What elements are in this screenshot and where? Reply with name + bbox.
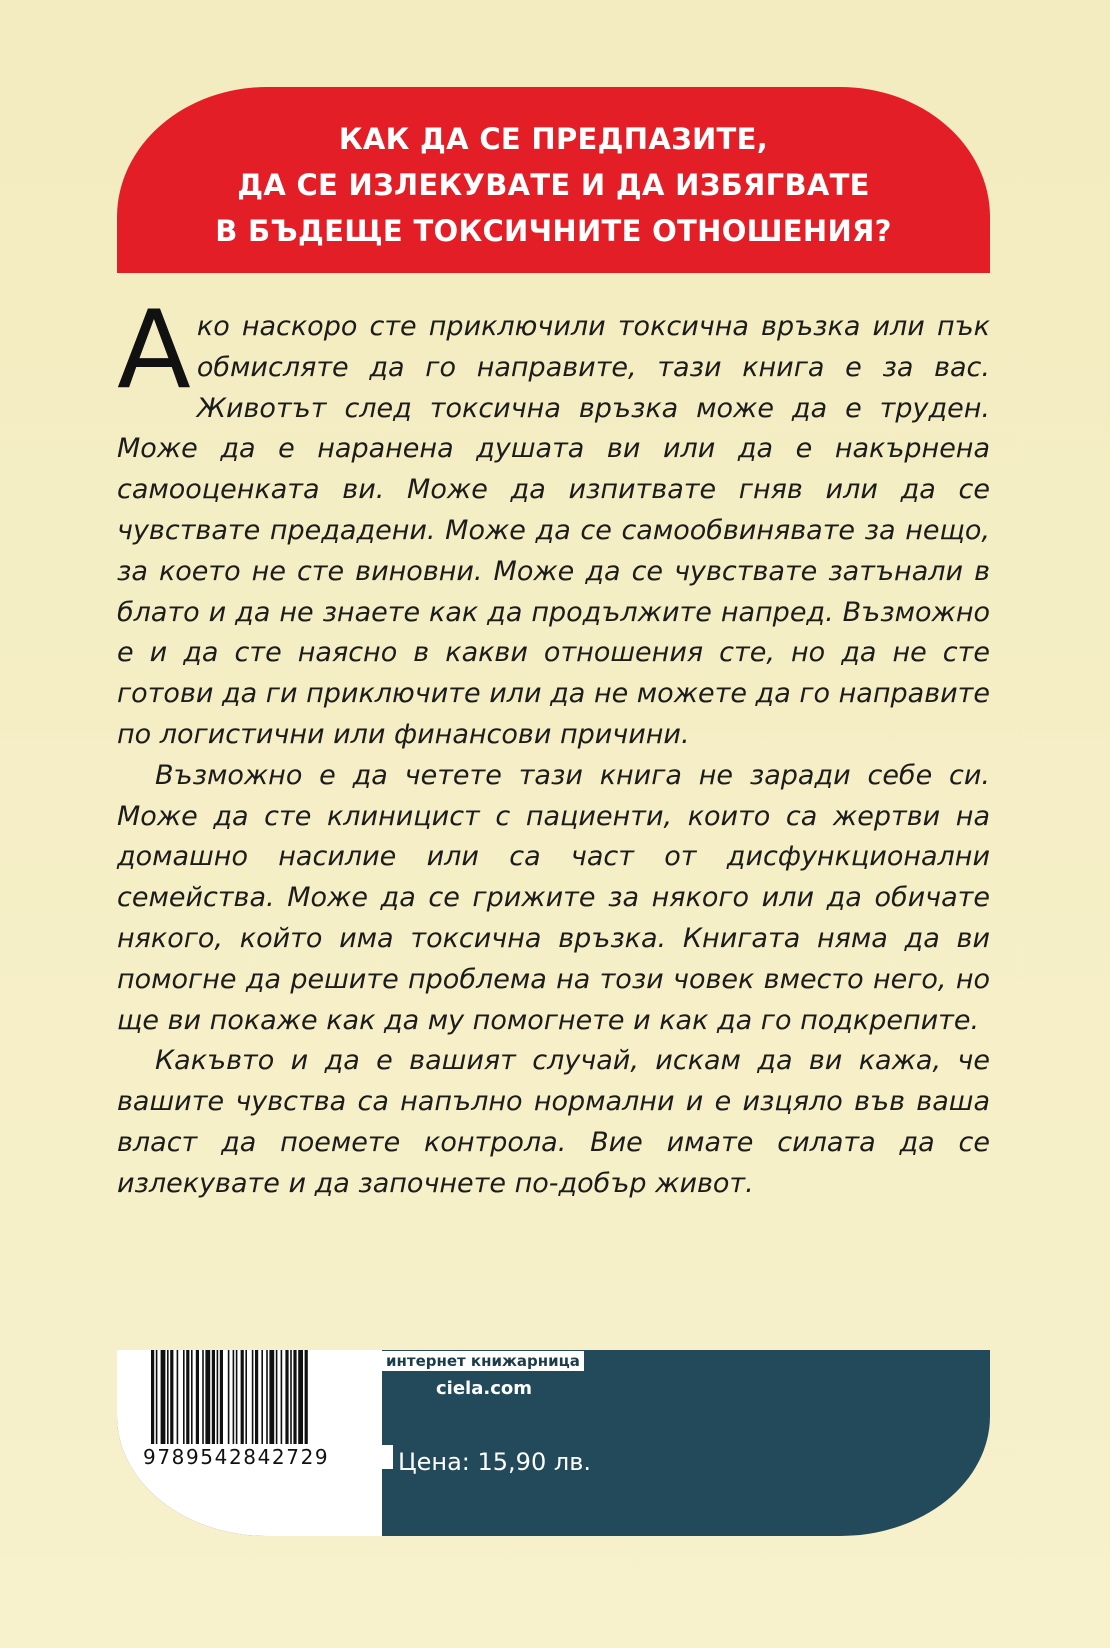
- price-panel: [117, 1350, 990, 1536]
- headline-banner: [117, 87, 990, 273]
- paragraph-3: Какъвто и да е вашият случай, искам да ви кажа, че вашите чувства са напълно нормални и е изцяло във ваша власт да поемете контрола. Вие имате силата да се излекувате и да започнете по-добър живот.: [117, 1045, 990, 1199]
- barcode-bar: [212, 1350, 215, 1444]
- drop-cap: А: [117, 288, 191, 413]
- barcode-bar: [167, 1350, 169, 1444]
- barcode-bar: [305, 1350, 308, 1444]
- paragraph-1: [117, 288, 990, 756]
- barcode-bar: [281, 1350, 283, 1444]
- paragraph-1-text: ко наскоро сте приключили токсична връзка или пък обмисляте да го направите, тази книга е за вас. Животът след токсична връзка може да е труден. Може да е наранена душата ви или да е накърнена самооценката ви. Може да изпитвате гняв или да се чувствате предадени. Може да се самообвинявате за нещо, за което не сте виновни. Може да се чувствате затънали в блато и да не знаете как да продължите напред. Възможно е и да сте наясно в какви отношения сте, но да не сте готови да ги приключите или да не можете да го направите по логистични или финансови причини.: [117, 311, 990, 750]
- barcode-bar: [202, 1350, 204, 1444]
- barcode-bar: [170, 1350, 173, 1444]
- barcode-bar: [183, 1350, 185, 1444]
- barcode-bar: [186, 1350, 189, 1444]
- barcode-bar: [266, 1350, 268, 1444]
- headline-line-2: ДА СЕ ИЗЛЕКУВАТЕ И ДА ИЗБЯГВАТЕ: [237, 168, 870, 202]
- barcode-bar: [205, 1350, 210, 1444]
- blurb-text: [117, 288, 990, 1205]
- headline-line-1: КАК ДА СЕ ПРЕДПАЗИТЕ,: [338, 122, 769, 156]
- paragraph-2: Възможно е да четете тази книга не заради себе си. Може да сте клиницист с пациенти, които са жертви на домашно насилие или са част от дисфункционални семейства. Може да се грижите за някого или да обичате някого, който има токсична връзка. Книгата няма да ви помогне да решите проблема на този човек вместо него, но ще ви покаже как да му помогнете и как да го подкрепите.: [117, 759, 990, 1036]
- barcode-bar: [261, 1350, 263, 1444]
- headline-line-3: В БЪДЕЩЕ ТОКСИЧНИТЕ ОТНОШЕНИЯ?: [215, 214, 892, 248]
- barcode-bar: [298, 1350, 303, 1444]
- price-label: Цена: 15,90 лв.: [398, 1448, 591, 1476]
- barcode-bar: [245, 1350, 247, 1444]
- barcode-bar: [177, 1350, 179, 1444]
- barcode-bar: [151, 1350, 154, 1444]
- barcode-bar: [196, 1350, 199, 1444]
- barcode-bar: [252, 1350, 254, 1444]
- barcode-bar: [290, 1350, 292, 1444]
- barcode-bar: [276, 1350, 278, 1444]
- barcode-bar: [233, 1350, 235, 1444]
- barcode: [117, 1350, 382, 1536]
- barcode-bar: [236, 1350, 238, 1444]
- barcode-bar: [161, 1350, 166, 1444]
- barcode-bar: [220, 1350, 223, 1444]
- isbn-number: 9789542842729: [143, 1445, 393, 1469]
- barcode-bar: [156, 1350, 158, 1444]
- barcode-icon: [151, 1350, 381, 1450]
- barcode-bar: [293, 1350, 296, 1444]
- barcode-bar: [228, 1350, 230, 1444]
- barcode-bar: [255, 1350, 258, 1444]
- website-link[interactable]: ciela.com: [436, 1378, 532, 1399]
- barcode-bar: [241, 1350, 244, 1444]
- barcode-bar: [191, 1350, 193, 1444]
- bookstore-label: интернет книжарница: [382, 1351, 584, 1371]
- barcode-bar: [217, 1350, 219, 1444]
- barcode-bar: [269, 1350, 274, 1444]
- barcode-bar: [285, 1350, 288, 1444]
